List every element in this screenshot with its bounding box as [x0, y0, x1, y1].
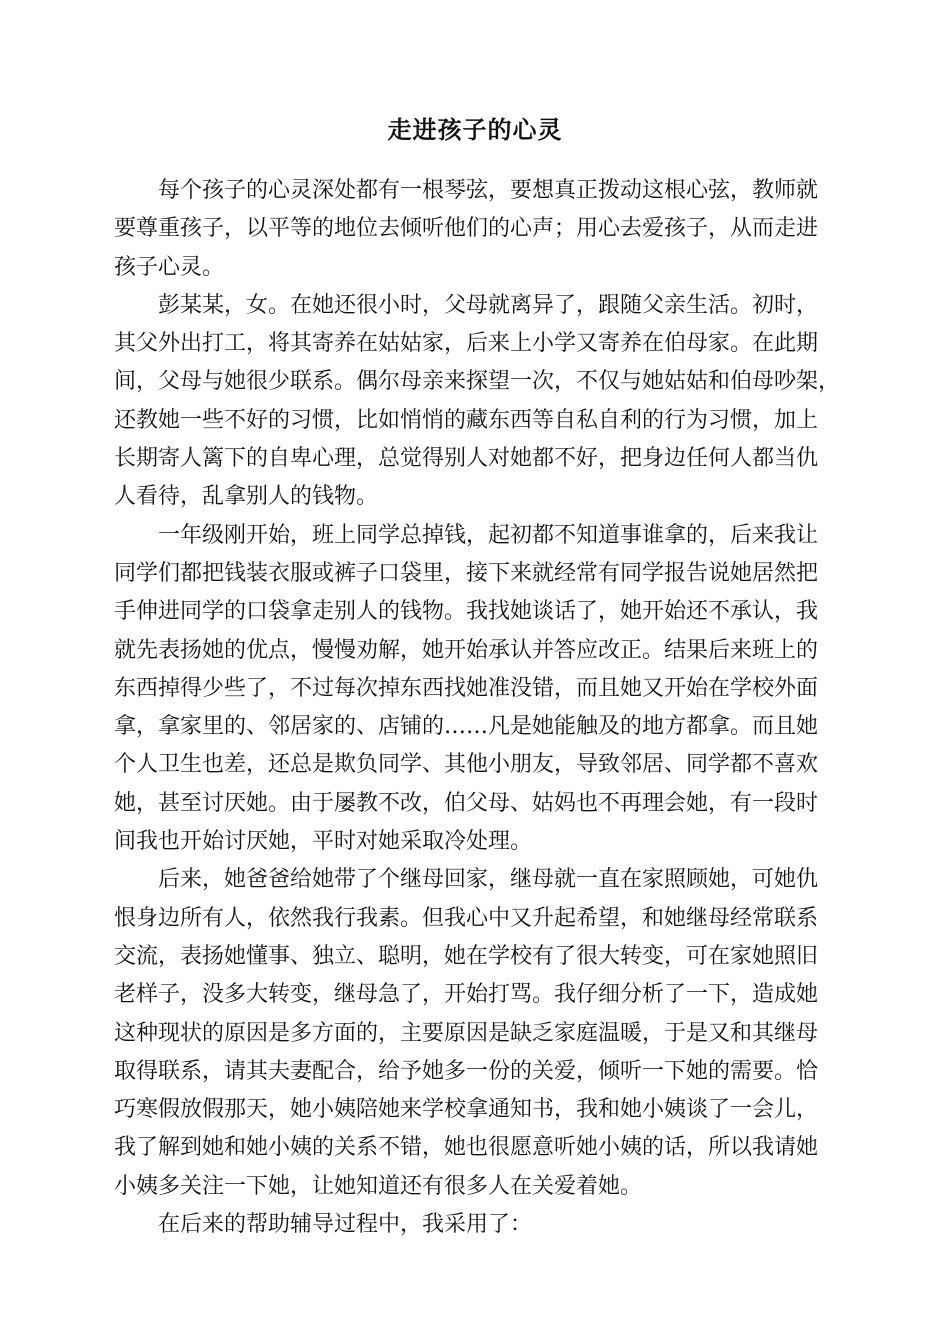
paragraph-line: 彭某某，女。在她还很小时，父母就离异了，跟随父亲生活。初时，: [158, 292, 819, 318]
paragraph-line: 长期寄人篱下的自卑心理，总觉得别人对她都不好，把身边任何人都当仇: [114, 446, 819, 472]
paragraph-line: 小姨多关注一下她，让她知道还有很多人在关爱着她。: [114, 1173, 643, 1199]
paragraph-line: 恨身边所有人，依然我行我素。但我心中又升起希望，和她继母经常联系: [114, 905, 819, 931]
paragraph-line: 间，父母与她很少联系。偶尔母亲来探望一次，不仅与她姑姑和伯母吵架，: [114, 369, 841, 395]
paragraph-3: [114, 517, 854, 862]
paragraph-line: 一年级刚开始，班上同学总掉钱，起初都不知道事谁拿的，后来我让: [158, 522, 819, 548]
paragraph-line: 在后来的帮助辅导过程中，我采用了：: [158, 1212, 533, 1238]
paragraph-line: 取得联系，请其夫妻配合，给予她多一份的关爱，倾听一下她的需要。恰: [114, 1058, 819, 1084]
paragraph-line: 其父外出打工，将其寄养在姑姑家，后来上小学又寄养在伯母家。在此期: [114, 331, 819, 357]
paragraph-line: 拿，拿家里的、邻居家的、店铺的……凡是她能触及的地方都拿。而且她: [114, 714, 819, 740]
paragraph-line: 间我也开始讨厌她，平时对她采取冷处理。: [114, 829, 533, 855]
paragraph-line: 手伸进同学的口袋拿走别人的钱物。我找她谈话了，她开始还不承认，我: [114, 599, 819, 625]
paragraph-line: 东西掉得少些了，不过每次掉东西找她准没错，而且她又开始在学校外面: [114, 675, 819, 701]
paragraph-line: 这种现状的原因是多方面的，主要原因是缺乏家庭温暖，于是又和其继母: [114, 1020, 819, 1046]
paragraph-1: [114, 172, 854, 287]
document-body: [114, 172, 854, 1244]
paragraph-line: 交流，表扬她懂事、独立、聪明，她在学校有了很大转变，可在家她照旧: [114, 943, 819, 969]
paragraph-line: 要尊重孩子，以平等的地位去倾听他们的心声；用心去爱孩子，从而走进: [114, 216, 819, 242]
paragraph-line: 每个孩子的心灵深处都有一根琴弦，要想真正拨动这根心弦，教师就: [158, 178, 819, 203]
paragraph-4: [114, 861, 854, 1206]
paragraph-2: [114, 287, 854, 517]
paragraph-5: [114, 1206, 854, 1244]
document-title: 走进孩子的心灵: [387, 115, 563, 144]
paragraph-line: 我了解到她和她小姨的关系不错，她也很愿意听她小姨的话，所以我请她: [114, 1135, 819, 1161]
paragraph-line: 后来，她爸爸给她带了个继母回家，继母就一直在家照顾她，可她仇: [158, 867, 819, 893]
paragraph-line: 人看待，乱拿别人的钱物。: [114, 484, 379, 510]
paragraph-line: 她，甚至讨厌她。由于屡教不改，伯父母、姑妈也不再理会她，有一段时: [114, 790, 819, 816]
paragraph-line: 同学们都把钱装衣服或裤子口袋里，接下来就经常有同学报告说她居然把: [114, 560, 819, 586]
paragraph-line: 孩子心灵。: [114, 254, 225, 280]
paragraph-line: 老样子，没多大转变，继母急了，开始打骂。我仔细分析了一下，造成她: [114, 982, 819, 1008]
paragraph-line: 个人卫生也差，还总是欺负同学、其他小朋友，导致邻居、同学都不喜欢: [114, 752, 819, 778]
paragraph-line: 还教她一些不好的习惯，比如悄悄的藏东西等自私自利的行为习惯，加上: [114, 407, 819, 433]
paragraph-line: 巧寒假放假那天，她小姨陪她来学校拿通知书，我和她小姨谈了一会儿，: [114, 1097, 819, 1123]
paragraph-line: 就先表扬她的优点，慢慢劝解，她开始承认并答应改正。结果后来班上的: [114, 637, 819, 663]
